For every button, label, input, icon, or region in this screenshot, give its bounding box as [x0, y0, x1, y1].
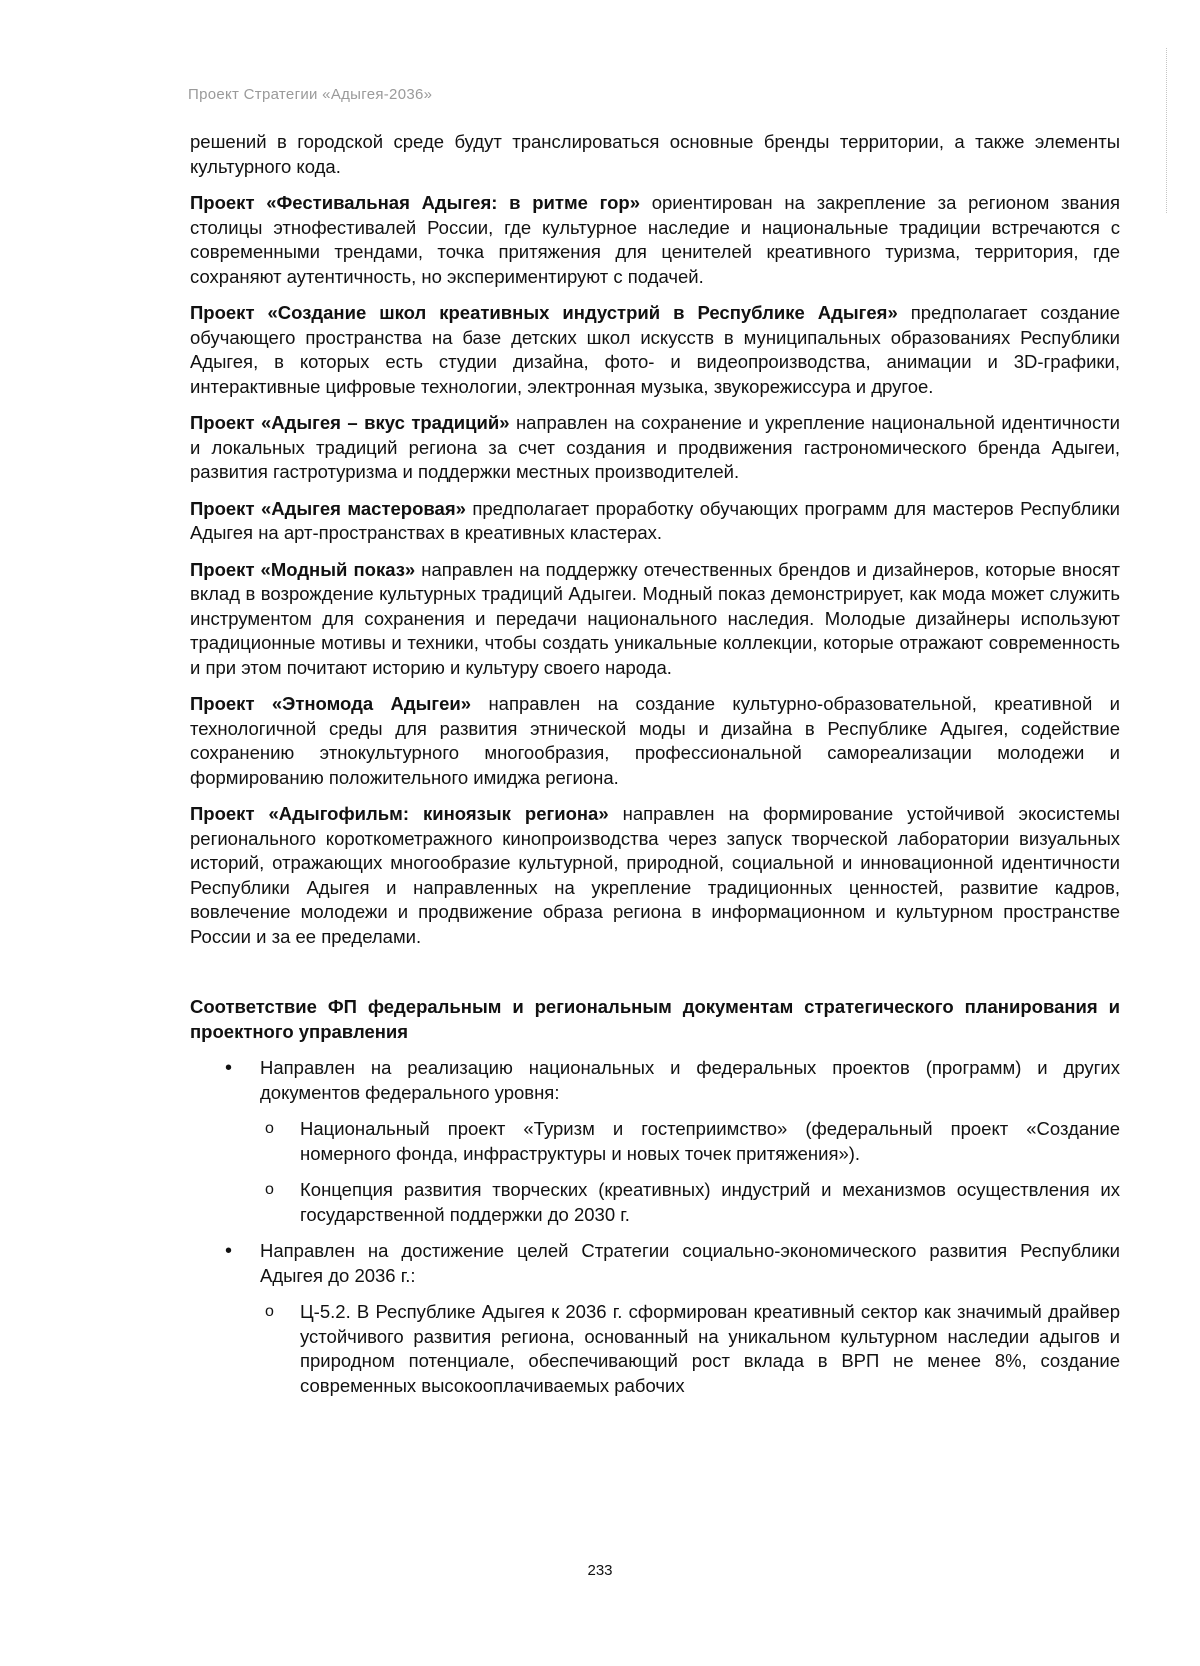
paragraph-text: предполагает создание обучающего пространства на базе детских школ искусств в муниципальных образованиях Республики Адыгея, в которых есть студии дизайна, фото- и видеопроизводства, анимации и 3D-графики, интерактивные цифровые технологии, электронная музыка, звукорежиссура и другое. [190, 302, 1121, 397]
running-header: Проект Стратегии «Адыгея-2036» [188, 86, 433, 103]
sub-bullet-text: Ц-5.2. В Республике Адыгея к 2036 г. сформирован креативный сектор как значимый драйвер устойчивого развития региона, основанный на уникальном культурном наследии адыгов и природном потенциале, обеспечивающий рост вклада в ВРП не менее 8%, создание современных высокооплачиваемых рабочих [300, 1301, 1120, 1396]
paragraph-text: направлен на формирование устойчивой экосистемы регионального короткометражного кинопроизводства через запуск творческой лаборатории визуальных историй, отражающих многообразие культурной, природной, социальной и инновационной идентичности Республики Адыгея и направленных на укрепление традиционных ценностей, развитие кадров, вовлечение молодежи и продвижение образа региона в информационном и культурном пространстве России и за ее пределами. [190, 803, 1120, 947]
paragraph-text: предполагает проработку обучающих программ для мастеров Республики Адыгея на арт-пространствах в креативных кластерах. [190, 497, 1120, 543]
paragraph [190, 411, 1120, 485]
paragraph [190, 802, 1120, 949]
bullet-icon: • [225, 1057, 233, 1079]
sub-bullet-item [190, 1300, 1120, 1398]
circle-bullet-icon: o [265, 1181, 274, 1198]
paragraph [190, 130, 1120, 179]
circle-bullet-icon: o [265, 1120, 274, 1137]
sub-bullet-text: Концепция развития творческих (креативных) индустрий и механизмов осуществления их государственной поддержки до 2030 г. [300, 1179, 1120, 1225]
bullet-item [190, 1056, 1120, 1105]
paragraph-text: направлен на сохранение и укрепление национальной идентичности и локальных традиций региона за счет создания и продвижения гастрономического бренда Адыгеи, развития гастротуризма и поддержки местных производителей. [190, 412, 1120, 482]
project-title: Проект «Модный показ» [190, 558, 416, 580]
page-number: 233 [587, 1562, 613, 1579]
bullet-item [190, 1239, 1120, 1288]
sub-bullet-item [190, 1178, 1120, 1227]
bullet-text: Направлен на реализацию национальных и федеральных проектов (программ) и других документов федерального уровня: [260, 1057, 1120, 1103]
paragraph [190, 692, 1120, 790]
project-title: Проект «Этномода Адыгеи» [190, 693, 472, 714]
paragraph [190, 191, 1120, 289]
circle-bullet-icon: o [265, 1303, 274, 1320]
paragraph [190, 301, 1120, 399]
project-title: Проект «Адыгея мастеровая» [190, 497, 466, 519]
paragraph-text: направлен на поддержку отечественных брендов и дизайнеров, которые вносят вклад в возрождение культурных традиций Адыгеи. Модный показ демонстрирует, как мода может служить инструментом для сохранения и передачи национального наследия. Молодые дизайнеры используют традиционные мотивы и техники, чтобы создать уникальные коллекции, которые отражают современность и при этом почитают историю и культуру своего народа. [190, 558, 1120, 678]
project-title: Проект «Адыгея – вкус традиций» [190, 412, 510, 433]
paragraph-text: ориентирован на закрепление за регионом звания столицы этнофестивалей России, где культурное наследие и национальные традиции встречаются с современными трендами, точка притяжения для ценителей креативного туризма, территория, где сохраняют аутентичность, но экспериментируют с подачей. [190, 192, 1120, 287]
section-heading: Соответствие ФП федеральным и региональным документам стратегического планирования и проектного управления [190, 996, 1120, 1042]
bullet-text: Направлен на достижение целей Стратегии социально-экономического развития Республики Адыгея до 2036 г.: [260, 1240, 1120, 1286]
body-text [190, 130, 1120, 1410]
bullet-icon: • [225, 1240, 233, 1262]
sub-bullet-item [190, 1117, 1120, 1166]
paragraph [190, 558, 1120, 681]
scan-edge-mark [1166, 48, 1167, 213]
paragraph-text: решений в городской среде будут транслироваться основные бренды территории, а также элементы культурного кода. [190, 131, 1120, 177]
paragraph [190, 497, 1120, 546]
project-title: Проект «Фестивальная Адыгея: в ритме гор» [190, 192, 640, 213]
project-title: Проект «Создание школ креативных индустрий в Республике Адыгея» [190, 302, 898, 323]
sub-bullet-text: Национальный проект «Туризм и гостеприимство» (федеральный проект «Создание номерного фонда, инфраструктуры и новых точек притяжения»). [300, 1118, 1120, 1164]
paragraph-text: направлен на создание культурно-образовательной, креативной и технологичной среды для развития этнической моды и дизайна в Республике Адыгея, содействие сохранению этнокультурного многообразия, профессиональной самореализации молодежи и формированию положительного имиджа региона. [190, 693, 1120, 788]
project-title: Проект «Адыгофильм: киноязык региона» [190, 803, 609, 824]
